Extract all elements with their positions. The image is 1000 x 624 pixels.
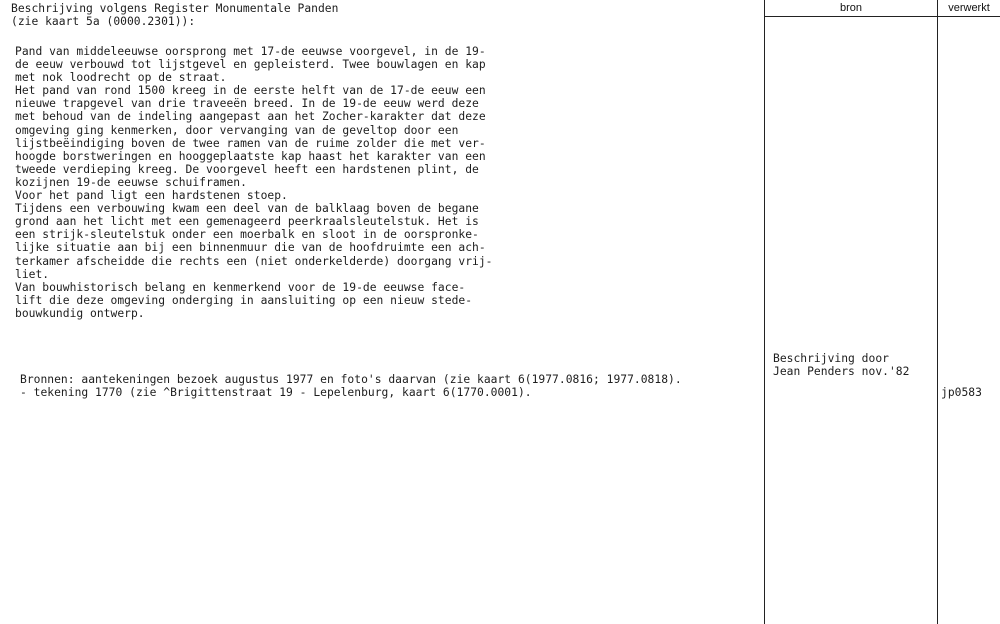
body-line: omgeving ging kenmerken, door vervanging van de geveltop door een: [15, 123, 459, 137]
body-line: liet.: [15, 267, 50, 281]
body-line: lift die deze omgeving onderging in aansluiting op een nieuw stede-: [15, 293, 473, 307]
bron-note: [773, 352, 909, 378]
body-line: kozijnen 19-de eeuwse schuiframen.: [15, 175, 247, 189]
body-line: Pand van middeleeuwse oorsprong met 17-de eeuwse voorgevel, in de 19-: [15, 45, 486, 58]
body-line: Voor het pand ligt een hardstenen stoep.: [15, 189, 288, 203]
body-line: met behoud van de indeling aangepast aan het Zocher-karakter dat deze: [15, 110, 486, 124]
body-line: bouwkundig ontwerp.: [15, 306, 145, 320]
description-body: [15, 45, 493, 320]
sources-line: - tekening 1770 (zie ^Brigittenstraat 19 - Lepelenburg, kaart 6(1770.0001).: [20, 386, 532, 400]
document-heading: [11, 2, 338, 28]
body-line: lijstbeëindiging boven de twee ramen van de ruime zolder die met ver-: [15, 136, 486, 150]
body-line: terkamer afscheidde die rechts een (niet onderkelderde) doorgang vrij-: [15, 254, 493, 268]
body-line: tweede verdieping kreeg. De voorgevel heeft een hardstenen plint, de: [15, 162, 479, 176]
verwerkt-code: jp0583: [941, 386, 982, 399]
column-divider-bron: [764, 0, 765, 624]
bron-line: Jean Penders nov.'82: [773, 365, 910, 379]
heading-line: Beschrijving volgens Register Monumentale Panden: [11, 2, 339, 15]
body-line: de eeuw verbouwd tot lijstgevel en gepleisterd. Twee bouwlagen en kap: [15, 58, 486, 72]
body-line: Het pand van rond 1500 kreeg in de eerste helft van de 17-de eeuw een: [15, 84, 486, 98]
body-line: Tijdens een verbouwing kwam een deel van de balklaag boven de begane: [15, 202, 479, 216]
bron-line: Beschrijving door: [773, 352, 889, 365]
body-line: met nok loodrecht op de straat.: [15, 71, 227, 85]
body-line: een strijk-sleutelstuk onder een moerbalk en sloot in de oorspronke-: [15, 228, 479, 242]
sources-line: Bronnen: aantekeningen bezoek augustus 1977 en foto's daarvan (zie kaart 6(1977.0816; 1977.0818).: [20, 373, 682, 386]
body-line: nieuwe trapgevel van drie traveeën breed. In de 19-de eeuw werd deze: [15, 97, 479, 111]
column-divider-verwerkt: [937, 0, 938, 624]
body-line: grond aan het licht met een gemenageerd peerkraalsleutelstuk. Het is: [15, 215, 479, 229]
heading-line: (zie kaart 5a (0000.2301)):: [11, 15, 196, 29]
column-header-verwerkt: verwerkt: [948, 2, 990, 14]
column-header-bron: bron: [839, 2, 863, 14]
body-line: lijke situatie aan bij een binnenmuur die van de hoofdruimte een ach-: [15, 241, 486, 255]
header-rule: [764, 16, 1000, 17]
body-line: Van bouwhistorisch belang en kenmerkend voor de 19-de eeuwse face-: [15, 280, 466, 294]
body-line: hoogde borstweringen en hooggeplaatste kap haast het karakter van een: [15, 149, 486, 163]
sources-block: [20, 373, 682, 399]
